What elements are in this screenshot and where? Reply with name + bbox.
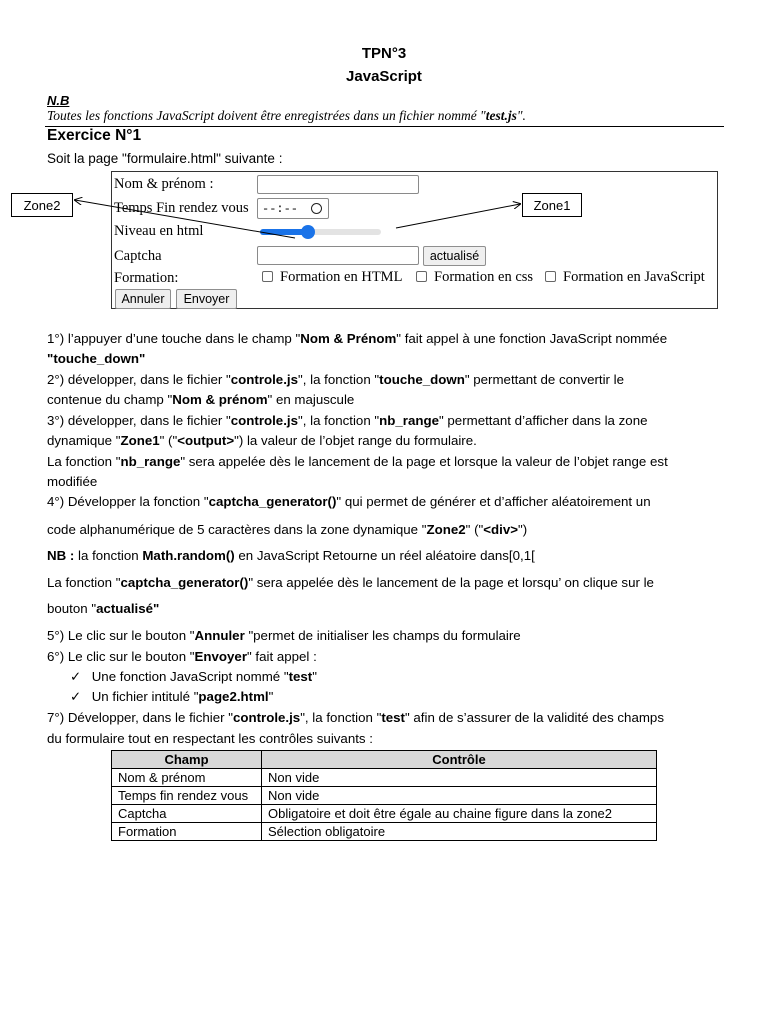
table-row <box>112 805 657 823</box>
training-label: Formation: <box>114 270 179 286</box>
table-cell: Formation <box>112 823 262 841</box>
callout-arrows <box>0 0 768 320</box>
zone2-arrow <box>75 200 295 238</box>
captcha-label: Captcha <box>114 248 162 264</box>
checkmark-icon: ✓ <box>70 669 82 684</box>
bullet-1: ✓ Une fonction JavaScript nommé "test" <box>70 669 317 684</box>
bullet-2: ✓ Un fichier intitulé "page2.html" <box>70 689 274 704</box>
table-row <box>112 823 657 841</box>
note-text: Toutes les fonctions JavaScript doivent être enregistrées dans un fichier nommé "test.js". <box>47 108 526 123</box>
refresh-button[interactable]: actualisé <box>423 246 486 266</box>
instruction-4c: La fonction "captcha_generator()" sera appelée dès le lancement de la page et lorsqu’ on clique sur le <box>47 575 654 590</box>
table-cell: Non vide <box>262 787 657 805</box>
instruction-5: 5°) Le clic sur le bouton "Annuler "permet de initialiser les champs du formulaire <box>47 628 521 643</box>
table-row <box>112 769 657 787</box>
option-js-label: Formation en JavaScript <box>563 269 705 285</box>
table-header-row <box>112 751 657 769</box>
table-cell: Nom & prénom <box>112 769 262 787</box>
table-cell: Obligatoire et doit être égale au chaine figure dans la zone2 <box>262 805 657 823</box>
exercise-intro: Soit la page "formulaire.html" suivante : <box>47 151 283 166</box>
instruction-4d: bouton "actualisé" <box>47 601 160 616</box>
instruction-4b: code alphanumérique de 5 caractères dans la zone dynamique "Zone2" ("<div>") <box>47 522 528 537</box>
instruction-1: 1°) l’appuyer d’une touche dans le champ "Nom & Prénom" fait appel à une fonction JavaScript nommée <box>47 331 668 346</box>
instruction-3d: modifiée <box>47 474 98 489</box>
name-label: Nom & prénom : <box>114 176 214 192</box>
doc-title: TPN°3 <box>361 45 407 62</box>
exercise-title: Exercice N°1 <box>47 127 142 144</box>
instruction-4: 4°) Développer la fonction "captcha_generator()" qui permet de générer et d’afficher aléatoirement un <box>47 494 651 509</box>
instruction-3b: dynamique "Zone1" ("<output>") la valeur de l’objet range du formulaire. <box>47 433 477 448</box>
doc-subtitle: JavaScript <box>346 68 422 85</box>
instruction-6: 6°) Le clic sur le bouton "Envoyer" fait appel : <box>47 649 317 664</box>
control-table <box>111 750 657 841</box>
header-controle: Contrôle <box>262 751 657 769</box>
send-button[interactable]: Envoyer <box>176 289 237 309</box>
option-html-label: Formation en HTML <box>280 269 403 285</box>
option-css-label: Formation en css <box>434 269 534 285</box>
instruction-2b: contenue du champ "Nom & prénom" en majuscule <box>47 392 355 407</box>
table-row <box>112 787 657 805</box>
table-cell: Temps fin rendez vous <box>112 787 262 805</box>
table-cell: Sélection obligatoire <box>262 823 657 841</box>
cancel-button[interactable]: Annuler <box>115 289 171 309</box>
zone1-arrow <box>396 204 520 228</box>
instruction-nb: NB : la fonction Math.random() en JavaScript Retourne un réel aléatoire dans[0,1[ <box>47 548 535 563</box>
note-label: N.B <box>47 93 70 108</box>
instruction-3c: La fonction "nb_range" sera appelée dès le lancement de la page et lorsque la valeur de l’objet range est <box>47 454 668 469</box>
header-champ: Champ <box>112 751 262 769</box>
table-cell: Captcha <box>112 805 262 823</box>
instruction-7: 7°) Développer, dans le fichier "controle.js", la fonction "test" afin de s’assurer de la validité des champs <box>47 710 664 725</box>
zone2-callout: Zone2 <box>11 193 73 217</box>
time-value: --:-- <box>262 201 299 216</box>
zone1-callout: Zone1 <box>522 193 582 217</box>
table-cell: Non vide <box>262 769 657 787</box>
instruction-7b: du formulaire tout en respectant les contrôles suivants : <box>47 731 373 746</box>
instruction-2: 2°) développer, dans le fichier "controle.js", la fonction "touche_down" permettant de convertir le <box>47 372 625 387</box>
checkmark-icon: ✓ <box>70 689 82 704</box>
level-label: Niveau en html <box>114 223 204 239</box>
instruction-1b: "touche_down" <box>47 351 146 366</box>
instruction-3: 3°) développer, dans le fichier "controle.js", la fonction "nb_range" permettant d’afficher dans la zone <box>47 413 648 428</box>
time-label: Temps Fin rendez vous <box>114 200 249 216</box>
